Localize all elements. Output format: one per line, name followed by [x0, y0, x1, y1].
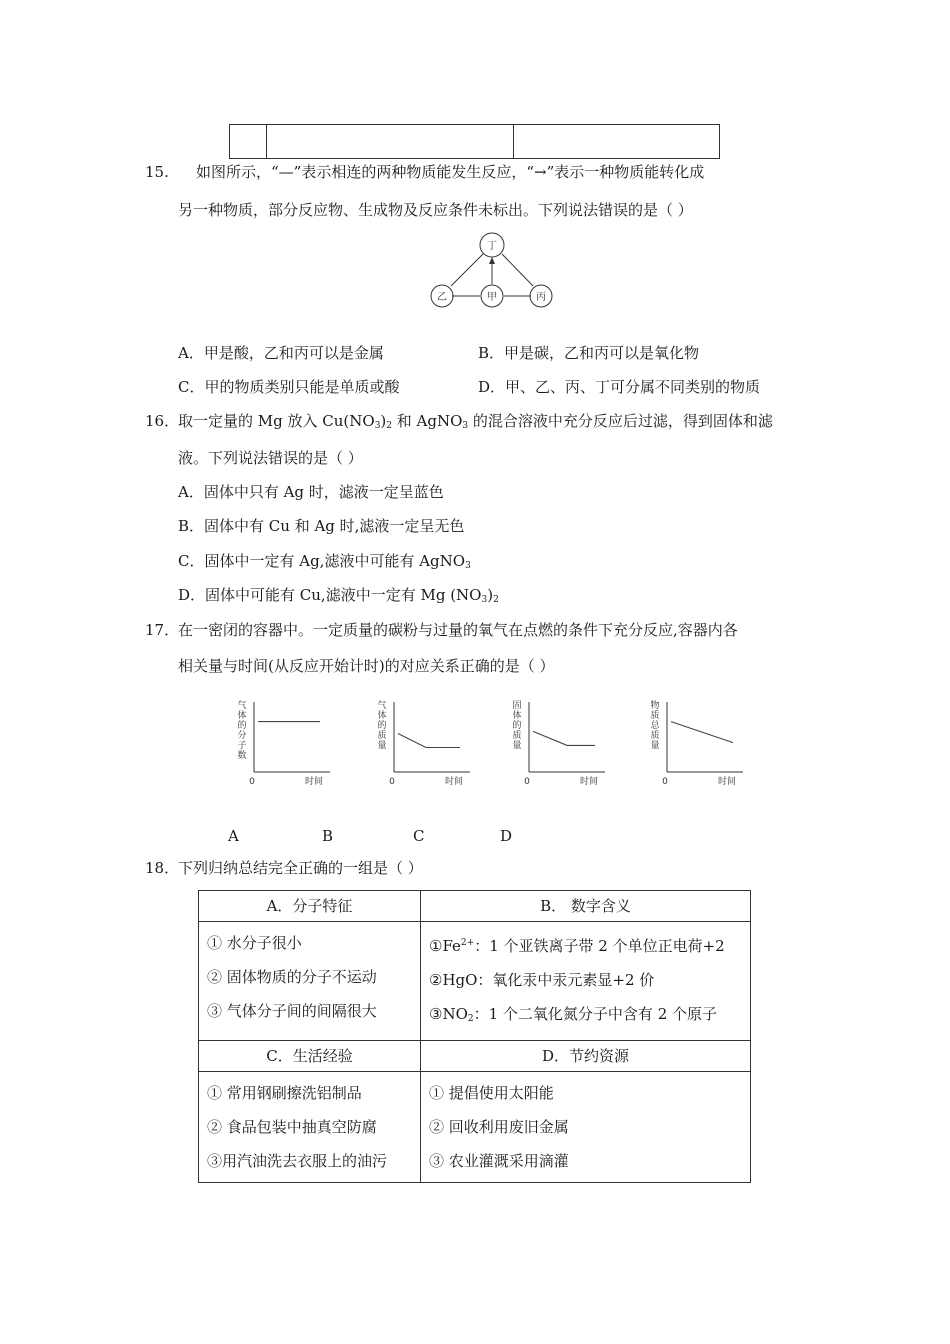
y-axis-label: 质: [512, 731, 522, 741]
curve: [398, 734, 460, 748]
q17-label-d: D: [500, 827, 513, 845]
cell-a-item: ① 水分子很小: [207, 934, 302, 952]
q16-option-b: B．固体中有 Cu 和 Ag 时,滤液一定呈无色: [178, 517, 465, 535]
y-axis-label: 子: [237, 741, 247, 751]
q16-stem-line1: 取一定量的 Mg 放入 $Cu(NO_3)_2$ 和 AgNO$_3$ 的混合溶液中充分反应后过滤，得到固体和滤: [178, 412, 773, 431]
y-axis-label: 质: [377, 731, 387, 741]
q16-number: 16．: [145, 412, 180, 430]
y-axis-label: 的: [237, 721, 247, 731]
node-ding-label: 丁: [487, 241, 497, 252]
y-axis-label: 总: [650, 721, 660, 731]
q15-option-a: A．甲是酸，乙和丙可以是金属: [178, 344, 384, 362]
x-axis-label: 时间: [304, 777, 324, 787]
q15-reaction-diagram: [425, 228, 560, 314]
q15-option-b: B．甲是碳，乙和丙可以是氧化物: [478, 344, 700, 362]
q17-number: 17．: [145, 621, 180, 639]
q15-stem-line1: 如图所示，“—”表示相连的两种物质能发生反应，“→”表示一种物质能转化成: [196, 163, 705, 181]
q15-stem-line2: 另一种物质，部分反应物、生成物及反应条件未标出。下列说法错误的是（ ）: [178, 201, 693, 219]
cell-c-head: C．生活经验: [199, 1041, 421, 1072]
cell-a-body: [199, 922, 421, 1041]
y-axis-label: 体: [377, 711, 387, 721]
table-divider: [266, 125, 267, 158]
curve: [533, 731, 595, 745]
cell-d-item: ① 提倡使用太阳能: [429, 1084, 554, 1102]
previous-table-fragment: [229, 124, 720, 159]
q17-label-b: B: [322, 827, 334, 845]
q17-graph: [230, 696, 338, 794]
cell-c-item: ① 常用钢刷擦洗铝制品: [207, 1084, 362, 1102]
node-jia-label: 甲: [487, 292, 497, 303]
q17-stem-line1: 在一密闭的容器中。一定质量的碳粉与过量的氧气在点燃的条件下充分反应,容器内各: [178, 621, 738, 639]
y-axis-label: 体: [512, 711, 522, 721]
q16-option-c: C．固体中一定有 Ag,滤液中可能有 AgNO$_3$: [178, 552, 471, 571]
cell-c-item: ② 食品包装中抽真空防腐: [207, 1118, 377, 1136]
q17-graph: [643, 696, 751, 794]
q17-label-a: A: [228, 827, 239, 845]
y-axis-label: 的: [377, 721, 387, 731]
q15-option-c: C．甲的物质类别只能是单质或酸: [178, 378, 400, 396]
y-axis-label: 固: [512, 701, 522, 711]
q18-stem: 下列归纳总结完全正确的一组是（ ）: [178, 859, 423, 877]
y-axis-label: 数: [237, 751, 247, 761]
q17-stem-line2: 相关量与时间(从反应开始计时)的对应关系正确的是（ ）: [178, 657, 555, 675]
cell-a-item: ② 固体物质的分子不运动: [207, 968, 377, 986]
cell-d-body: [421, 1072, 751, 1183]
cell-b-item: $③NO_2$：1 个二氧化氮分子中含有 2 个原子: [429, 1005, 718, 1024]
node-bing-label: 丙: [536, 292, 546, 303]
q17-graph: [505, 696, 613, 794]
edge-ding-bing: [502, 254, 533, 286]
arrowhead-icon: [489, 257, 495, 264]
y-axis-label: 气: [377, 701, 387, 711]
x-axis-label: 时间: [444, 777, 464, 787]
q17-graph: [370, 696, 478, 794]
y-axis-label: 气: [237, 701, 247, 711]
q16-option-a: A．固体中只有 Ag 时，滤液一定呈蓝色: [178, 483, 444, 501]
x-axis-label: 时间: [717, 777, 737, 787]
cell-c-body: [199, 1072, 421, 1183]
cell-c-item: ③用汽油洗去衣服上的油污: [207, 1152, 388, 1170]
cell-b-head: B． 数字含义: [421, 891, 751, 922]
y-axis-label: 质: [650, 731, 660, 741]
y-axis-label: 分: [237, 731, 247, 741]
q18-number: 18．: [145, 859, 180, 877]
y-axis-label: 的: [512, 721, 522, 731]
cell-b-item: $①Fe^{2+}$：1 个亚铁离子带 2 个单位正电荷+2: [429, 937, 725, 955]
node-yi-label: 乙: [437, 292, 447, 303]
origin-label: 0: [389, 777, 395, 787]
q16-option-d: D．固体中可能有 Cu,滤液中一定有 Mg $(NO_3)_2$: [178, 586, 499, 605]
cell-a-head: A．分子特征: [199, 891, 421, 922]
cell-a-item: ③ 气体分子间的间隔很大: [207, 1002, 377, 1020]
x-axis-label: 时间: [579, 777, 599, 787]
y-axis-label: 量: [512, 741, 522, 751]
q15-number: 15.: [145, 163, 169, 181]
cell-d-item: ② 回收利用废旧金属: [429, 1118, 569, 1136]
origin-label: 0: [524, 777, 530, 787]
y-axis-label: 物: [650, 701, 660, 711]
y-axis-label: 体: [237, 711, 247, 721]
q18-summary-table: [198, 890, 751, 1183]
q17-label-c: C: [413, 827, 425, 845]
q15-option-d: D．甲、乙、丙、丁可分属不同类别的物质: [478, 378, 761, 396]
y-axis-label: 质: [650, 711, 660, 721]
table-divider: [513, 125, 514, 158]
cell-d-item: ③ 农业灌溉采用滴灌: [429, 1152, 569, 1170]
y-axis-label: 量: [377, 741, 387, 751]
y-axis-label: 量: [650, 741, 660, 751]
q16-stem-line2: 液。下列说法错误的是（ ）: [178, 449, 363, 467]
curve: [671, 722, 733, 743]
cell-d-head: D．节约资源: [421, 1041, 751, 1072]
origin-label: 0: [662, 777, 668, 787]
origin-label: 0: [249, 777, 255, 787]
cell-b-item: ②HgO：氧化汞中汞元素显+2 价: [429, 971, 655, 989]
edge-ding-yi: [451, 254, 483, 286]
cell-b-body: [421, 922, 751, 1041]
